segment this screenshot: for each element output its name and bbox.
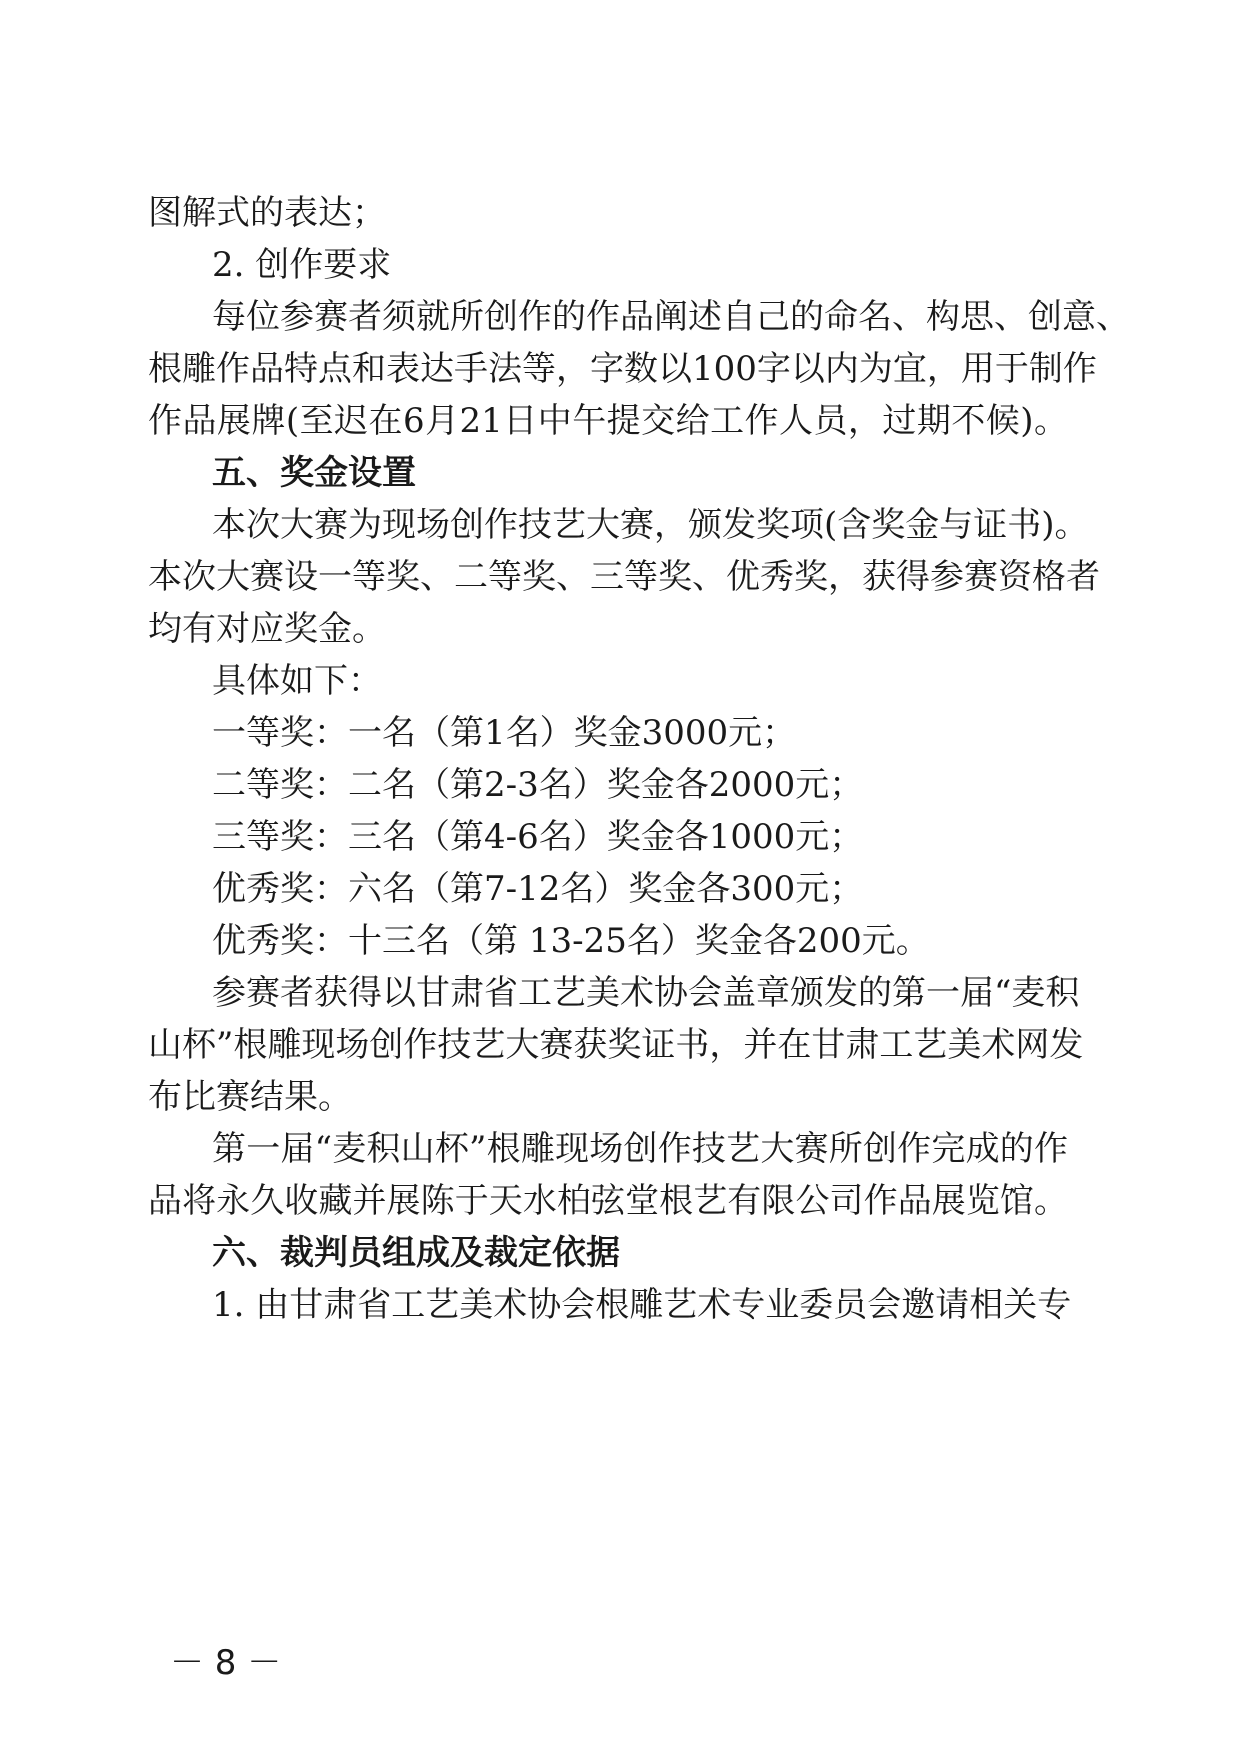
text-line: 品将永久收藏并展陈于天水柏弦堂根艺有限公司作品展览馆。 xyxy=(148,1181,1068,1221)
text-line: 第一届“麦积山杯”根雕现场创作技艺大赛所创作完成的作 xyxy=(212,1129,1068,1169)
text-line: 均有对应奖金。 xyxy=(148,609,386,649)
text-line: 山杯”根雕现场创作技艺大赛获奖证书，并在甘肃工艺美术网发 xyxy=(148,1025,1084,1065)
prize-first: 一等奖：一名（第1名）奖金3000元； xyxy=(212,713,797,753)
text-line: 每位参赛者须就所创作的作品阐述自己的命名、构思、创意、 xyxy=(212,297,1130,337)
section-heading-prize-setting: 五、奖金设置 xyxy=(212,453,416,493)
text-line: 图解式的表达； xyxy=(148,193,386,233)
text-line: 本次大赛为现场创作技艺大赛，颁发奖项(含奖金与证书)。 xyxy=(212,505,1089,545)
text-line: 作品展牌(至迟在6月21日中午提交给工作人员，过期不候)。 xyxy=(148,401,1068,441)
page-number: － 8 － xyxy=(170,1643,282,1683)
text-line: 本次大赛设一等奖、二等奖、三等奖、优秀奖，获得参赛资格者 xyxy=(148,557,1100,597)
prize-second: 二等奖：二名（第2-3名）奖金各2000元； xyxy=(212,765,864,805)
text-line: 具体如下： xyxy=(212,661,382,701)
text-line: 1. 由甘肃省工艺美术协会根雕艺术专业委员会邀请相关专 xyxy=(212,1285,1072,1325)
text-line: 布比赛结果。 xyxy=(148,1077,352,1117)
text-line: 根雕作品特点和表达手法等，字数以100字以内为宜，用于制作 xyxy=(148,349,1097,389)
prize-third: 三等奖：三名（第4-6名）奖金各1000元； xyxy=(212,817,864,857)
prize-excellence-1: 优秀奖：六名（第7-12名）奖金各300元； xyxy=(212,869,864,909)
text-line: 参赛者获得以甘肃省工艺美术协会盖章颁发的第一届“麦积 xyxy=(212,973,1080,1013)
subheading-creation-requirements: 2. 创作要求 xyxy=(212,245,392,285)
section-heading-judges: 六、裁判员组成及裁定依据 xyxy=(212,1233,620,1273)
prize-excellence-2: 优秀奖：十三名（第 13-25名）奖金各200元。 xyxy=(212,921,930,961)
